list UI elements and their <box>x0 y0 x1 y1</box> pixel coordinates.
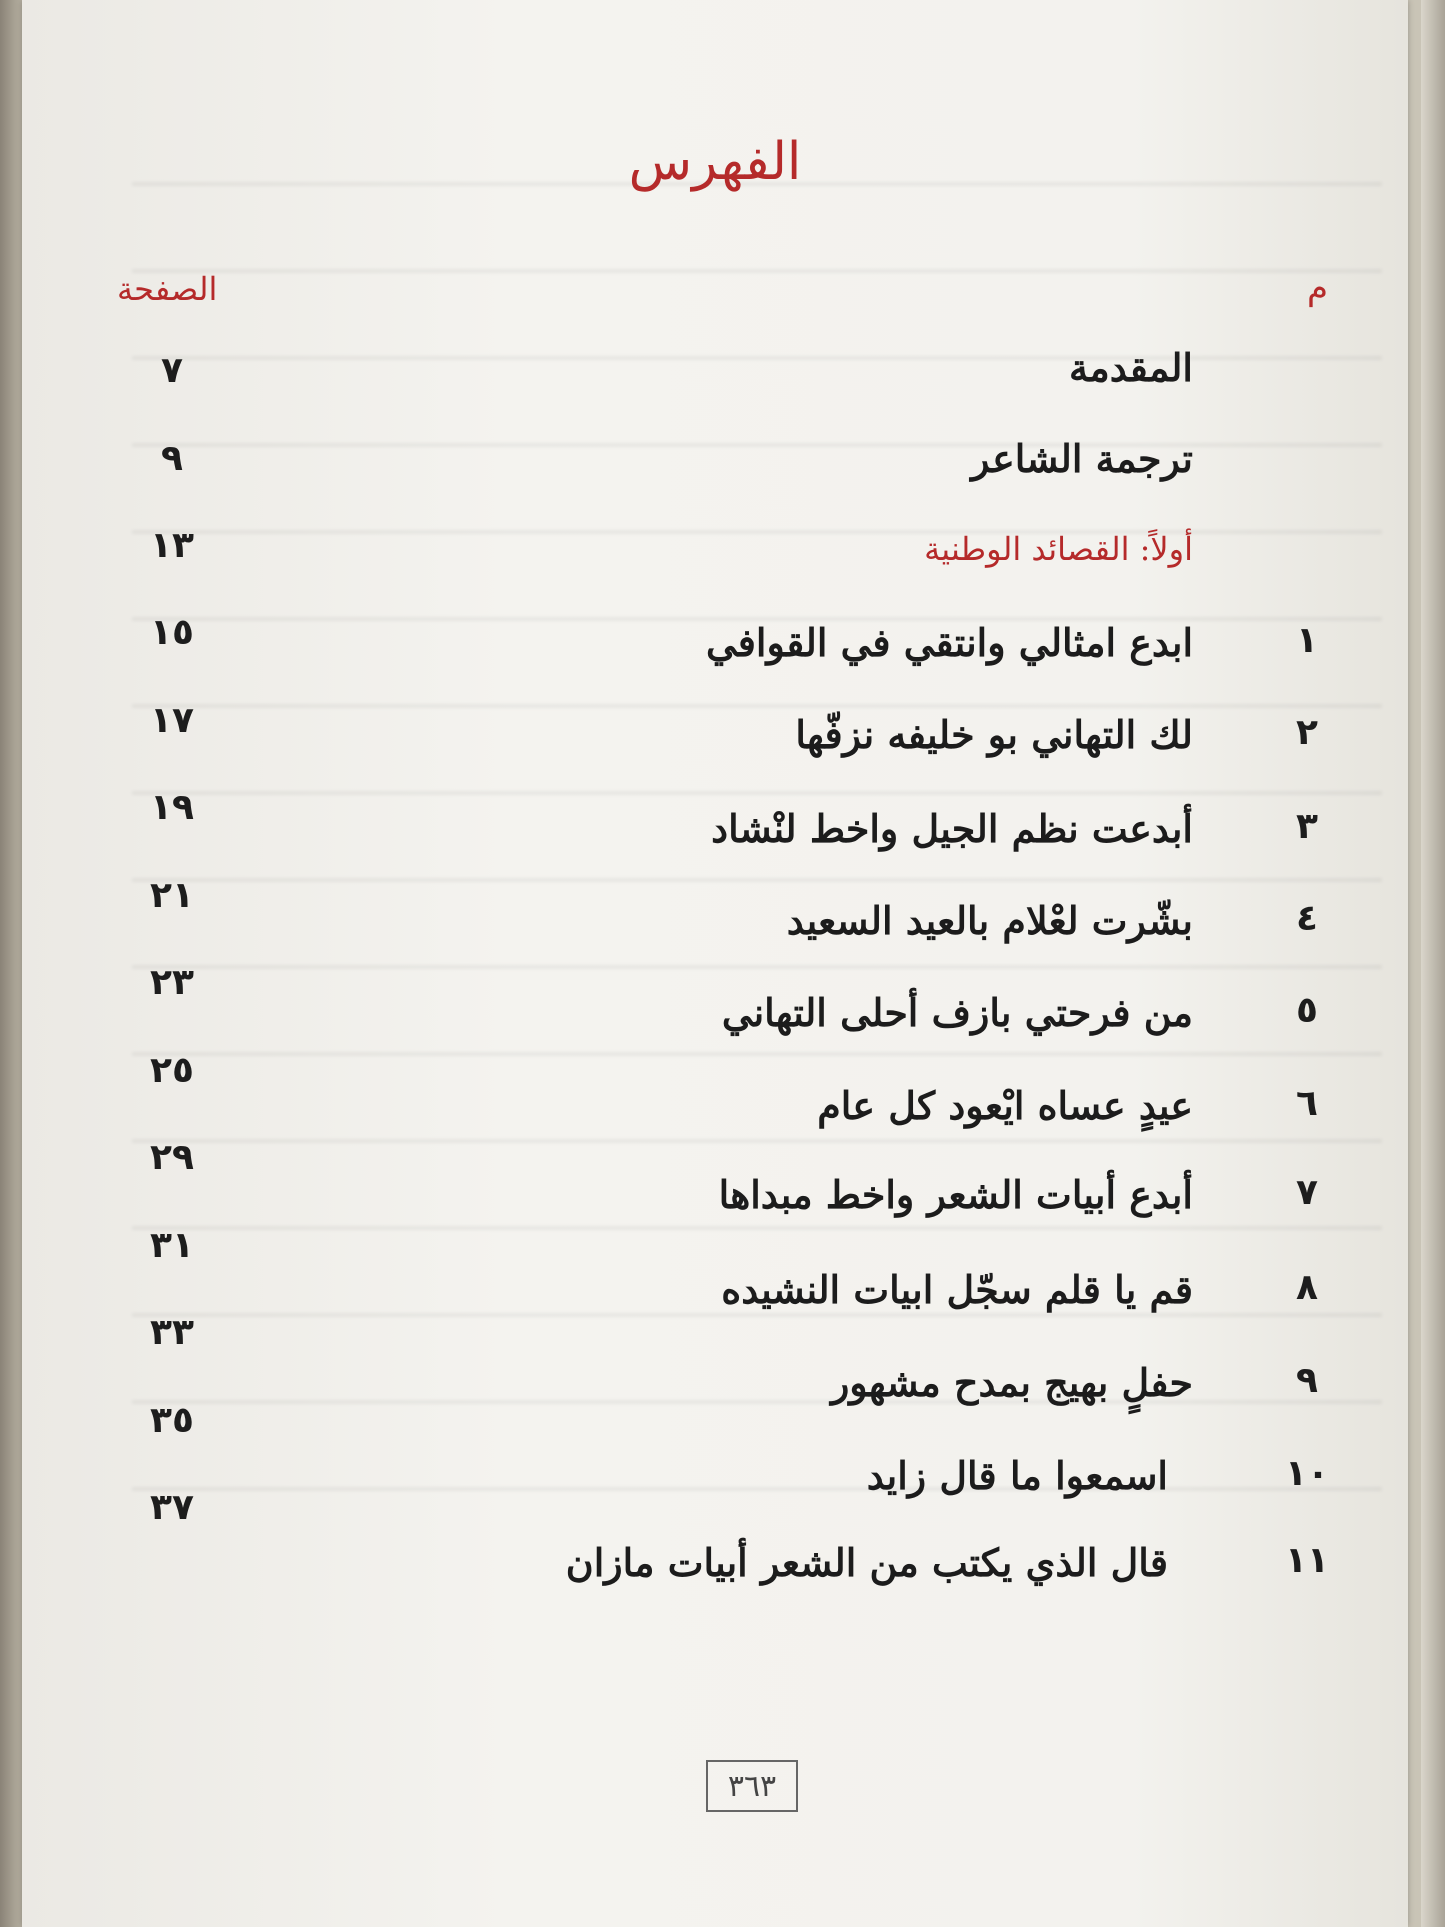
entry-number: ٩ <box>1296 1360 1318 1401</box>
entry-title: قال الذي يكتب من الشعر أبيات مازان <box>565 1540 1168 1585</box>
entry-title: اسمعوا ما قال زايد <box>866 1453 1168 1498</box>
page-stack-edge <box>1421 0 1445 1927</box>
entry-title: بشّرت لعْلام بالعيد السعيد <box>786 898 1193 943</box>
page-number: ٣٥ <box>150 1400 194 1441</box>
toc-entry <box>22 1083 1408 1143</box>
toc-entry <box>22 1267 1408 1327</box>
book-spine-edge <box>0 0 22 1927</box>
page-number: ٣١ <box>150 1225 194 1266</box>
entry-title: لك التهاني بو خليفه نزفّها <box>795 712 1193 757</box>
page-number: ١٧ <box>150 700 194 741</box>
toc-entry <box>22 1540 1408 1600</box>
entry-number: ٨ <box>1296 1267 1318 1308</box>
page-number: ٢٣ <box>150 962 194 1003</box>
entry-number: ١ <box>1296 620 1318 661</box>
footer-page-number: ٣٦٣ <box>706 1760 798 1812</box>
page-number: ٢٥ <box>150 1050 194 1091</box>
number-column-header: م <box>1307 268 1329 308</box>
page-number: ٩ <box>161 438 183 479</box>
page-number: ٣٧ <box>150 1487 194 1528</box>
toc-entry <box>22 620 1408 680</box>
toc-entry <box>22 1172 1408 1232</box>
entry-number: ١٠ <box>1285 1453 1329 1494</box>
page-number: ١٣ <box>150 525 194 566</box>
section-title: أولاً: القصائد الوطنية <box>924 530 1193 568</box>
entry-number: ٦ <box>1296 1083 1318 1124</box>
page-number: ٧ <box>161 350 183 391</box>
page-title: الفهرس <box>628 132 802 192</box>
entry-title: ترجمة الشاعر <box>971 436 1193 481</box>
entry-title: ابدع امثالي وانتقي في القوافي <box>706 620 1193 665</box>
entry-title: المقدمة <box>1068 345 1193 390</box>
page-number: ١٥ <box>150 612 194 653</box>
entry-number: ٤ <box>1296 898 1318 939</box>
entry-title: أبدع أبيات الشعر واخط مبداها <box>718 1172 1193 1217</box>
page-number: ٣٣ <box>150 1312 194 1353</box>
book-page <box>22 0 1408 1927</box>
toc-entry <box>22 1360 1408 1420</box>
toc-entry <box>22 1453 1408 1513</box>
entry-number: ٥ <box>1296 990 1318 1031</box>
toc-entry <box>22 436 1408 496</box>
page-number: ١٩ <box>150 787 194 828</box>
entry-title: قم يا قلم سجّل ابيات النشيده <box>721 1267 1193 1312</box>
toc-entry <box>22 712 1408 772</box>
toc-entry <box>22 898 1408 958</box>
entry-title: أبدعت نظم الجيل واخط لنْشاد <box>711 806 1193 851</box>
entry-title: حفلٍ بهيج بمدح مشهور <box>830 1360 1193 1405</box>
entry-number: ٢ <box>1296 712 1318 753</box>
toc-entry <box>22 345 1408 405</box>
toc-entry <box>22 990 1408 1050</box>
section-heading <box>22 530 1408 590</box>
entry-number: ٣ <box>1296 806 1318 847</box>
entry-title: عيدٍ عساه ايْعود كل عام <box>817 1083 1193 1128</box>
entry-number: ٧ <box>1296 1172 1318 1213</box>
entry-title: من فرحتي بازف أحلى التهاني <box>721 990 1193 1035</box>
page-column-header: الصفحة <box>117 270 218 308</box>
page-number: ٢٩ <box>150 1137 194 1178</box>
toc-entry <box>22 806 1408 866</box>
page-number: ٢١ <box>150 875 194 916</box>
entry-number: ١١ <box>1285 1540 1329 1581</box>
